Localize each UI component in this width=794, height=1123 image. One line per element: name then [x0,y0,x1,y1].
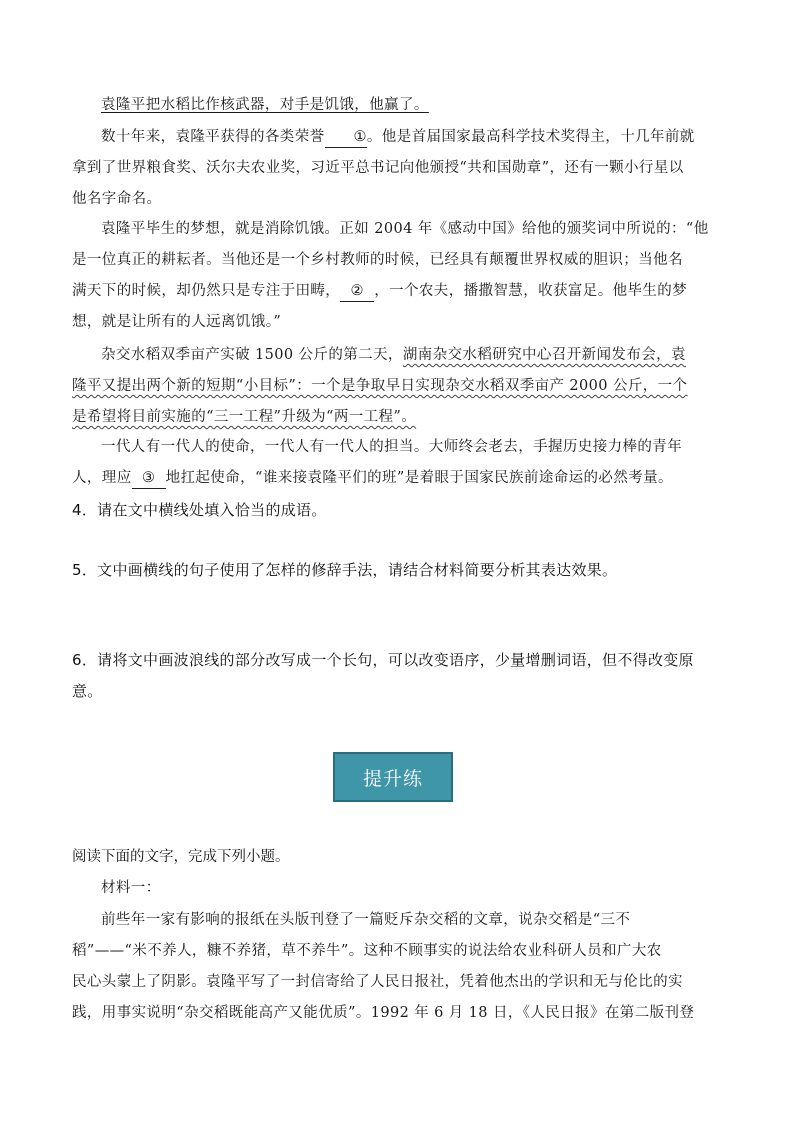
wavy-underlined-text: 是希望将目前实施的“三一工程”升级为“两一工程”。 [72,409,417,425]
passage-paragraph-4: 杂交水稻双季亩产实破 1500 公斤的第二天，湖南杂交水稻研究中心召开新闻发布会，袁 隆平又提出两个新的短期“小目标”：一个是争取早日实现杂交水稻双季亩产 2000 公斤，一个 是希望将目前实施的“三一工程”升级为“两一工程”。 [72,347,688,425]
blank-2: ② [340,281,374,302]
blank-1: ① [325,127,367,148]
material-heading: 材料一： [101,880,161,896]
material-paragraph: 前些年一家有影响的报纸在头版刊登了一篇贬斥杂交稻的文章，说杂交稻是“三不 稻”——“米不养人，糠不养猪，草不养牛”。这种不顾事实的说法给农业科研人员和广大农 民心头蒙上了阴影。袁隆平写了一封信寄给了人民日报社，凭着他杰出的学识和无与伦比的实 践，用事实说明“杂交稻既能高产又能优质”。1992 年 6 月 18 日，《人民日报》在第二版刊登 [72,912,695,1021]
passage-paragraph-3: 袁隆平毕生的梦想，就是消除饥饿。正如 2004 年《感动中国》给他的颁奖词中所说的：“他 是一位真正的耕耘者。当他还是一个乡村教师的时候，已经具有颠覆世界权威的胆识；当他名 满天下的时候，却仍然只是专注于田畴， ② ，一个农夫，播撒智慧，收获富足。他毕生的梦 想，就是让所有的人远离饥饿。” [72,221,709,330]
passage-paragraph-2: 数十年来，袁隆平获得的各类荣誉 ①。他是首届国家最高科学技术奖得主，十几年前就 拿到了世界粮食奖、沃尔夫农业奖，习近平总书记向他颁授“共和国勋章”，还有一颗小行星以 他名字命名。 [72,129,695,207]
question-5: 5．文中画横线的句子使用了怎样的修辞手法，请结合材料简要分析其表达效果。 [72,561,618,579]
passage-paragraph-1 [72,90,724,121]
question-4: 4．请在文中横线处填入恰当的成语。 [72,501,327,519]
section-badge: 提升练 [333,752,453,802]
blank-3: ③ [132,468,166,489]
reading-instruction: 阅读下面的文字，完成下列小题。 [72,849,290,865]
underlined-sentence: 袁隆平把水稻比作核武器，对手是饥饿，他赢了。 [101,97,429,113]
question-6: 6．请将文中画波浪线的部分改写成一个长句，可以改变语序，少量增删词语，但不得改变原 意。 [72,651,694,700]
passage-paragraph-5: 一代人有一代人的使命，一代人有一代人的担当。大师终会老去，手握历史接力棒的青年 人，理应 ③ 地扛起使命，“谁来接袁隆平们的班”是着眼于国家民族前途命运的必然考量。 [72,432,724,494]
wavy-underlined-text: 隆平又提出两个新的短期“小目标”：一个是争取早日实现杂交水稻双季亩产 2000 公斤，一个 [72,378,688,394]
wavy-underlined-text: 湖南杂交水稻研究中心召开新闻发布会，袁 [402,347,686,363]
